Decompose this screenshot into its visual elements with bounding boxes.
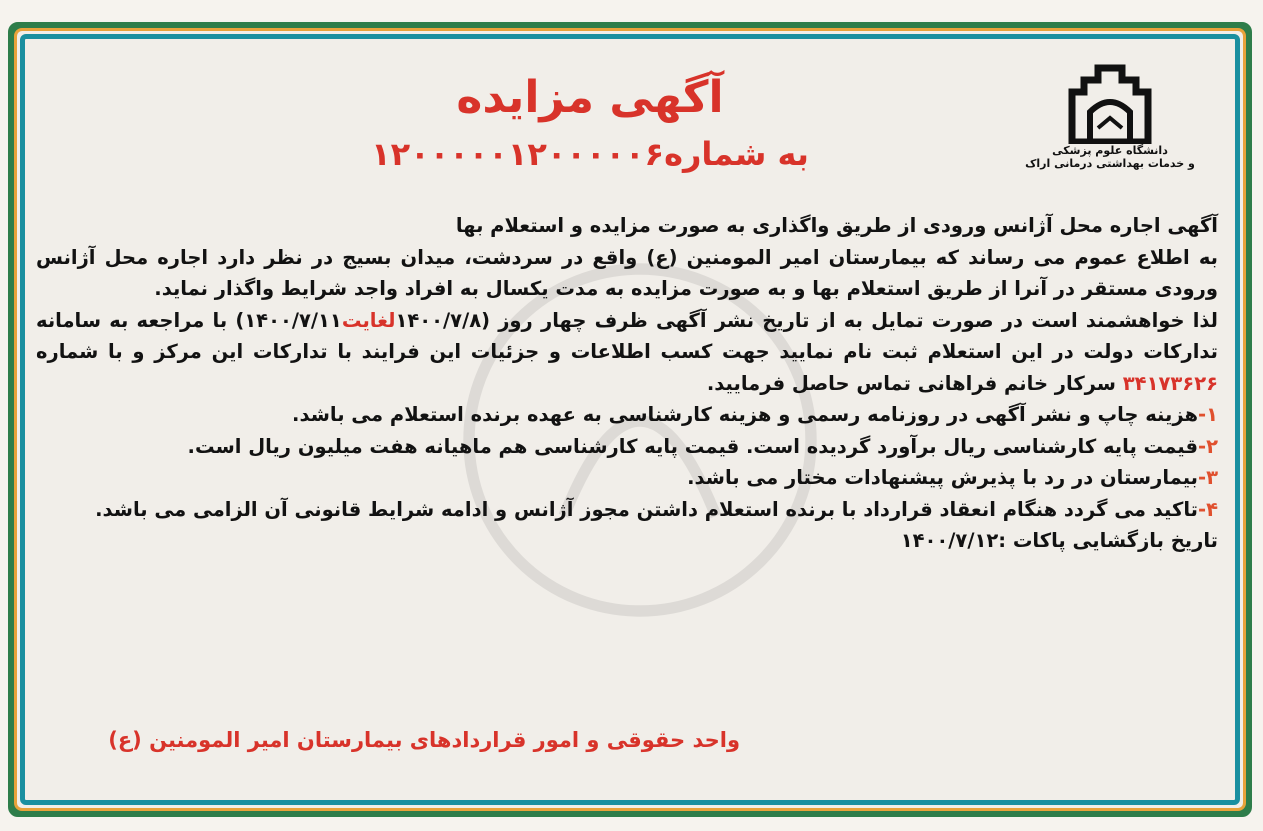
- page-title: آگهی مزایده: [456, 72, 724, 123]
- notice-heading: آگهی اجاره محل آژانس ورودی از طریق واگذاری به صورت مزایده و استعلام بها: [455, 214, 1218, 237]
- logo-line-2: و خدمات بهداشتی درمانی اراک: [1025, 157, 1195, 170]
- list-item: ۱-هزینه چاپ و نشر آگهی در روزنامه رسمی و هزینه کارشناسی به عهده برنده استعلام می باشد.: [292, 403, 1218, 426]
- tender-number: به شماره۱۲۰۰۰۰۰۱۲۰۰۰۰۰۶: [371, 135, 809, 173]
- contact-person: سرکار خانم فراهانی تماس حاصل فرمایید.: [706, 371, 1116, 395]
- issuer-signature: واحد حقوقی و امور قراردادهای بیمارستان امیر المومنین (ع): [108, 728, 740, 752]
- date-range-start: لذا خواهشمند است در صورت تمایل به از تاریخ نشر آگهی ظرف چهار روز (۱۴۰۰/۷/۸: [395, 308, 1218, 332]
- paragraph-intro: به اطلاع عموم می رساند که بیمارستان امیر المومنین (ع) واقع در سردشت، میدان بسیج در نظر دارد اجاره محل آژانس ورودی مستقر در آنرا از طریق استعلام بها و به صورت مزایده به مدت یکسال به افراد واجد شرایط واگذار نماید.: [36, 245, 1218, 300]
- university-logo: [1025, 62, 1195, 192]
- list-item: ۳-بیمارستان در رد با پذیرش پیشنهادات مختار می باشد.: [687, 466, 1218, 489]
- list-item: ۲-قیمت پایه کارشناسی ریال برآورد گردیده است. قیمت پایه کارشناسی هم ماهیانه هفت میلیون ریال است.: [187, 434, 1218, 458]
- opening-date: تاریخ بازگشایی پاکات :۱۴۰۰/۷/۱۲: [900, 529, 1218, 552]
- phone-number: ۳۴۱۷۳۶۲۶: [1122, 371, 1218, 395]
- date-range-end: ۱۴۰۰/۷/۱۱) با مراجعه به سامانه تدارکات دولت در این استعلام ثبت نام نمایید جهت کسب اطلاعات و جزئیات این فرایند با تدارکات این مرکز و با شماره: [36, 308, 1218, 363]
- date-range-until: لغایت: [341, 308, 396, 332]
- list-item: ۴-تاکید می گردد هنگام انعقاد قرارداد با برنده استعلام داشتن مجوز آژانس و ادامه شرایط قانونی آن الزامی می باشد.: [95, 497, 1218, 521]
- logo-line-1: دانشگاه علوم پزشکی: [1052, 144, 1168, 157]
- university-emblem-icon: [1062, 62, 1158, 144]
- paragraph-instructions: [36, 305, 1218, 400]
- notice-body: [36, 210, 1218, 557]
